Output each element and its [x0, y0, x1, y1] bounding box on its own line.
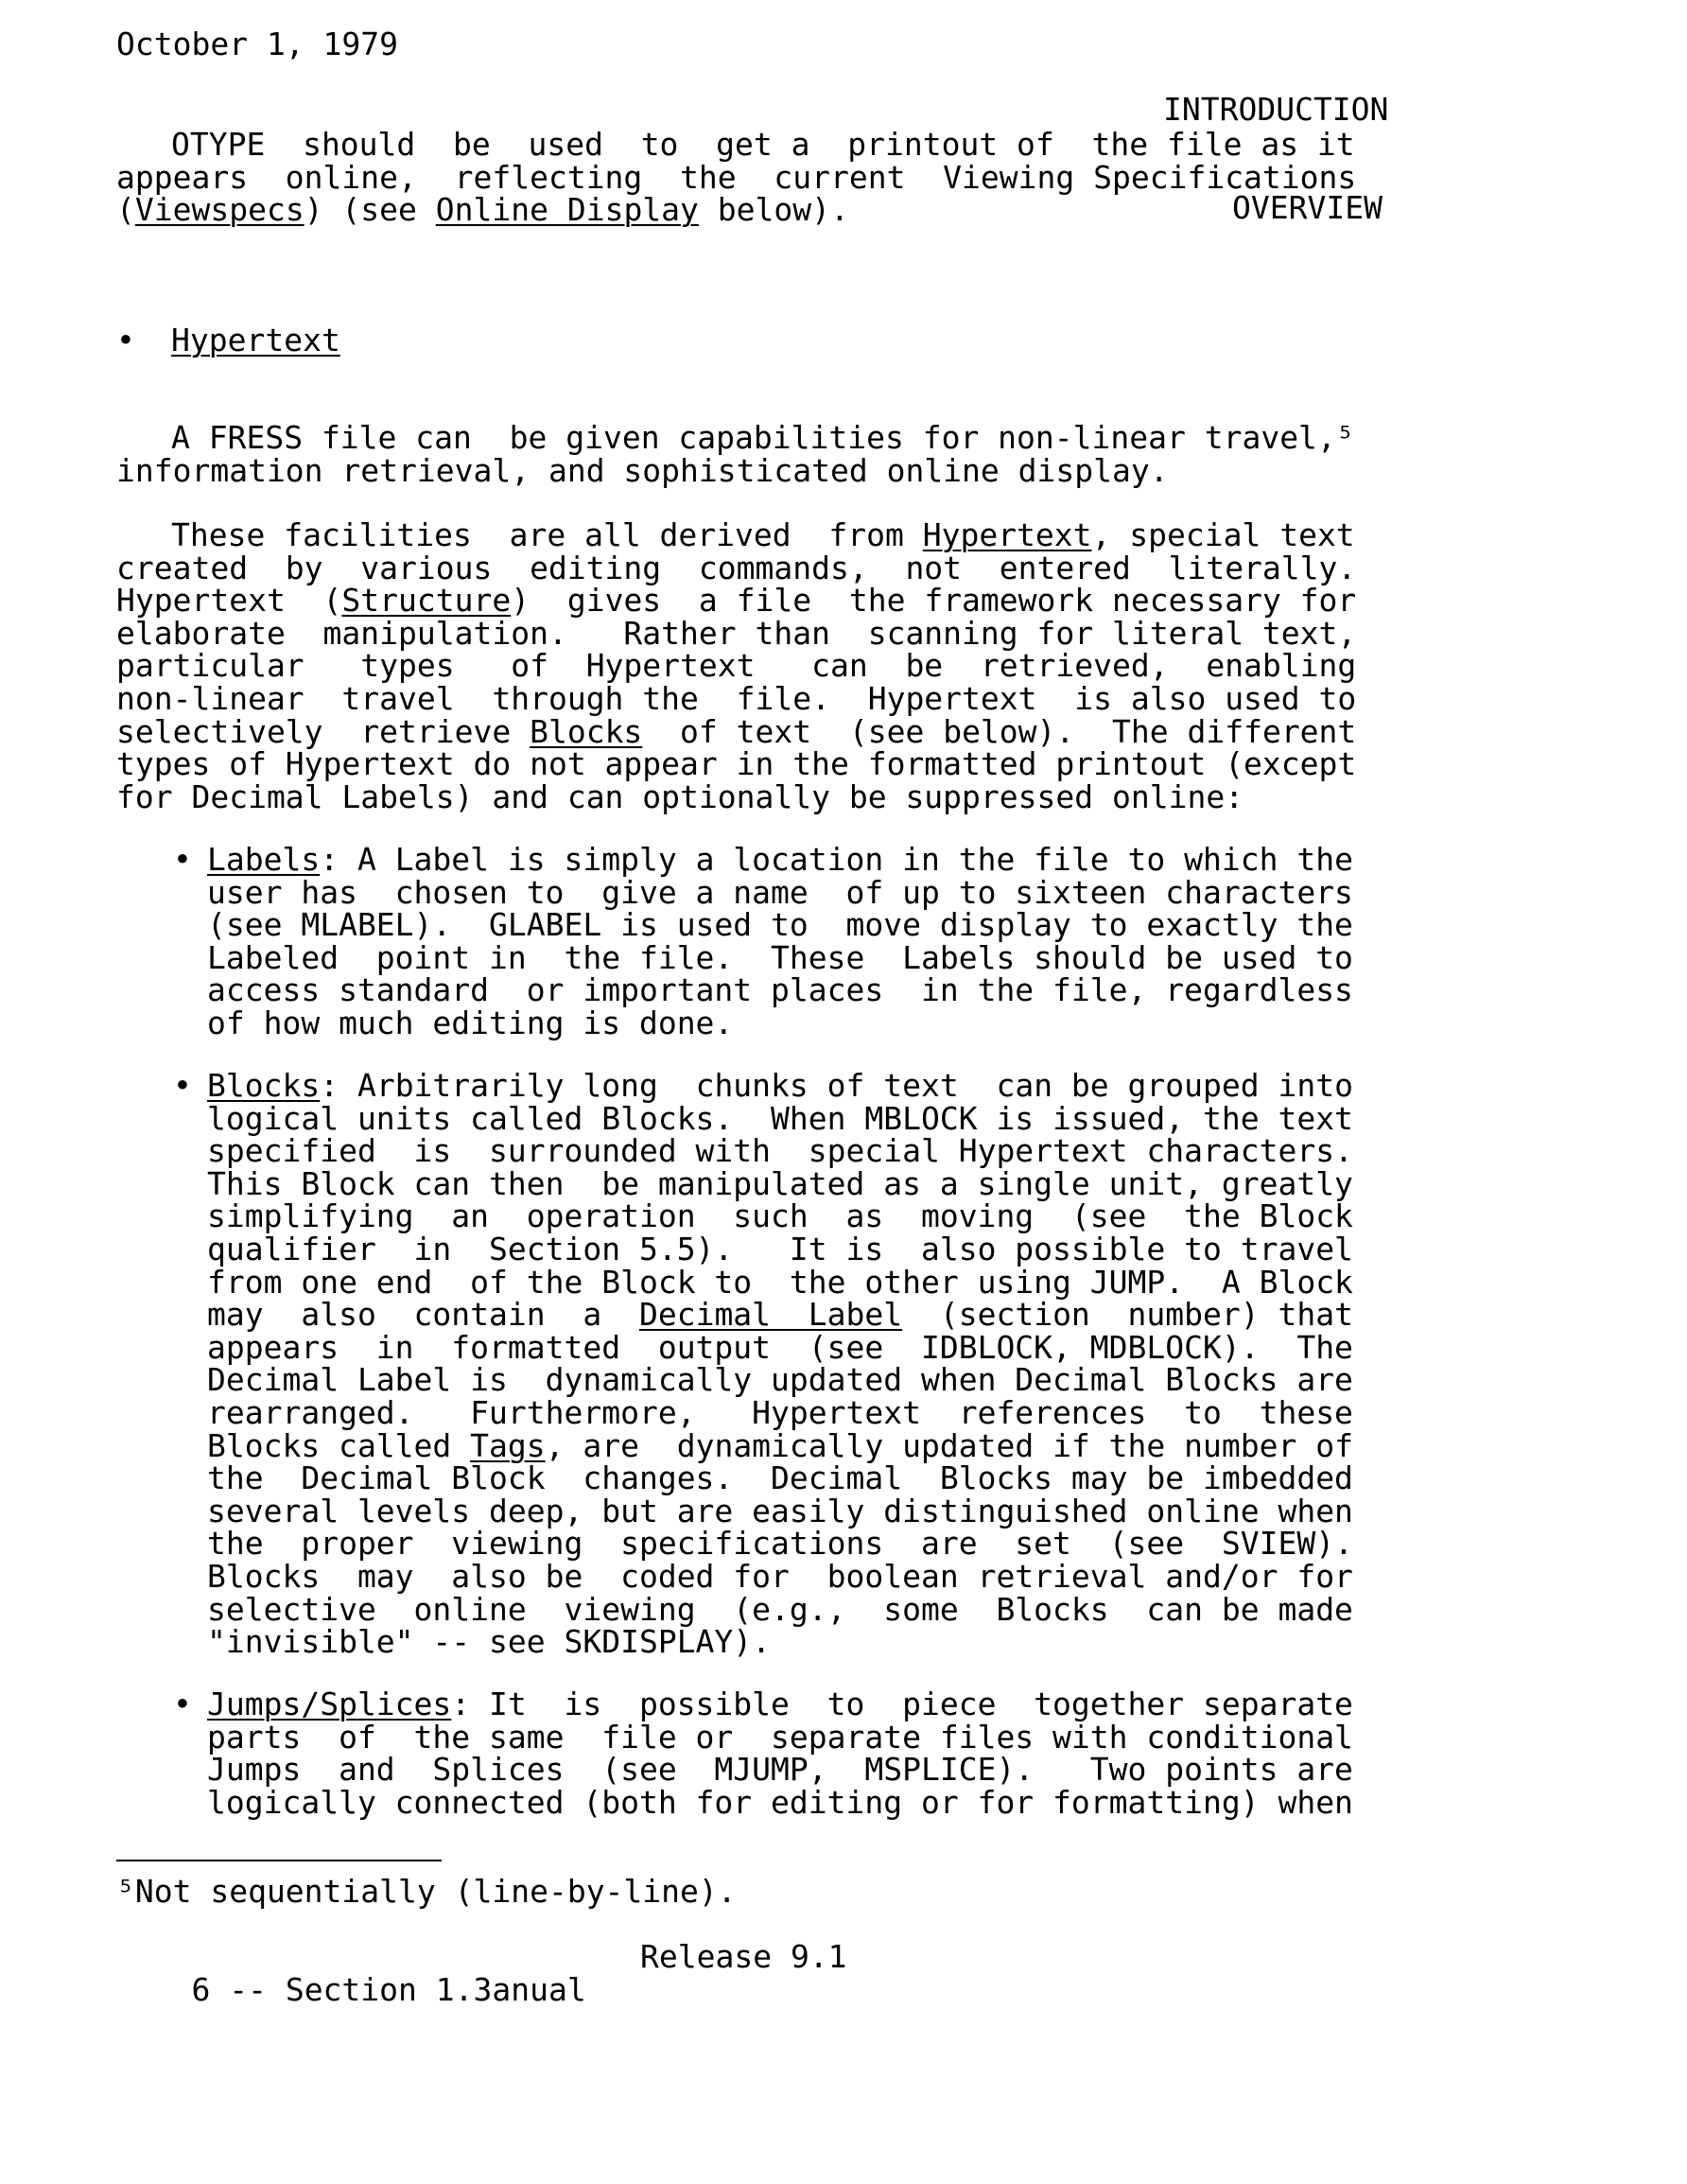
footnote: ⁵Not sequentially (line-by-line).	[116, 1873, 737, 1910]
bullet-icon: •	[173, 1686, 192, 1722]
footer-release: Release 9.1	[640, 1938, 847, 1975]
header-date: October 1, 1979	[116, 26, 399, 62]
structure-link: Structure	[341, 582, 512, 620]
viewspecs-link: Viewspecs	[134, 191, 304, 229]
section-heading	[116, 324, 340, 358]
bullet-icon: •	[173, 1067, 192, 1104]
footnote-rule	[116, 1860, 442, 1861]
header-section-title: INTRODUCTION	[1163, 91, 1389, 129]
list-item-blocks: • Blocks: Arbitrarily long chunks of text can be grouped into logical units called Blocks. When MBLOCK is issued, the text specified is surrounded with special Hypertext characters. This Block can then be manipulated as a single unit, greatly simplifying an operation such as moving (see the Block qualifier in Section 5.5). It is also possible to travel from one end of the Block to the other using JUMP. A Block may also contain a Decimal Label (section number) that appears in formatted output (see IDBLOCK, MDBLOCK). The Decimal Label is dynamically updated when Decimal Blocks are rearranged. Furthermore, Hypertext references to these Blocks called Tags, are dynamically updated if the number of the Decimal Block changes. Decimal Blocks may be imbedded several levels deep, but are easily distinguished online when the proper viewing specifications are set (see SVIEW). Blocks may also be coded for boolean retrieval and/or for selective online viewing (e.g., some Blocks can be made "invisible" -- see SKDISPLAY).	[173, 1067, 1353, 1661]
online-display-link: Online Display	[435, 191, 699, 229]
page-footer	[116, 1938, 847, 2071]
intro-line-2: appears online, reflecting the current Viewing Specifications	[116, 158, 1357, 196]
decimal-label-term: Decimal Label	[638, 1296, 903, 1334]
labels-term: Labels	[207, 841, 321, 878]
tags-term: Tags	[470, 1426, 546, 1464]
paragraph-1	[116, 419, 1355, 489]
p1-line-2: information retrieval, and sophisticated online display.	[116, 451, 1169, 489]
header-section-subtitle: OVERVIEW	[1232, 188, 1383, 226]
blocks-term: Blocks	[207, 1067, 321, 1104]
bullet-icon: •	[173, 841, 192, 878]
list-item-labels: • Labels: A Label is simply a location in the file to which the user has chosen to give a name of up to sixteen characters (see MLABEL). GLABEL is used to move display to exactly the Labeled point in the file. These Labels should be used to access standard or important places in the file, regardless of how much editing is done.	[173, 841, 1353, 1041]
list-item-jumps-splices: • Jumps/Splices: It is possible to piece together separate parts of the same file or separate files with conditional Jumps and Splices (see MJUMP, MSPLICE). Two points are logically connected (both for editing or for formatting) when	[173, 1686, 1353, 1821]
heading-bullet: •	[116, 322, 135, 358]
footer-page-section: 6 -- Section 1.3anual	[191, 1970, 586, 2008]
jumps-splices-term: Jumps/Splices	[207, 1686, 452, 1722]
p1-line-1: A FRESS file can be given capabilities for non-linear travel,⁵	[171, 419, 1355, 456]
paragraph-2: These facilities are all derived from Hypertext, special text created by various editing commands, not entered literally. Hypertext (Structure) gives a file the framework necessary for elaborate manipulation. Rather than scanning for literal text, particular types of Hypertext can be retrieved, enabling non-linear travel through the file. Hypertext is also used to selectively retrieve Blocks of text (see below). The different types of Hypertext do not appear in the formatted printout (except for Decimal Labels) and can optionally be suppressed online:	[116, 516, 1357, 815]
hypertext-link: Hypertext	[922, 516, 1092, 553]
intro-line-1: OTYPE should be used to get a printout of the file as it	[171, 126, 1355, 163]
heading-label: Hypertext	[171, 322, 340, 358]
blocks-link: Blocks	[530, 712, 643, 750]
intro-paragraph: OTYPE should be used to get a printout of the file as it appears online, reflecting the current Viewing Specifications (Viewspecs) (see Online Display below).	[116, 126, 1357, 229]
